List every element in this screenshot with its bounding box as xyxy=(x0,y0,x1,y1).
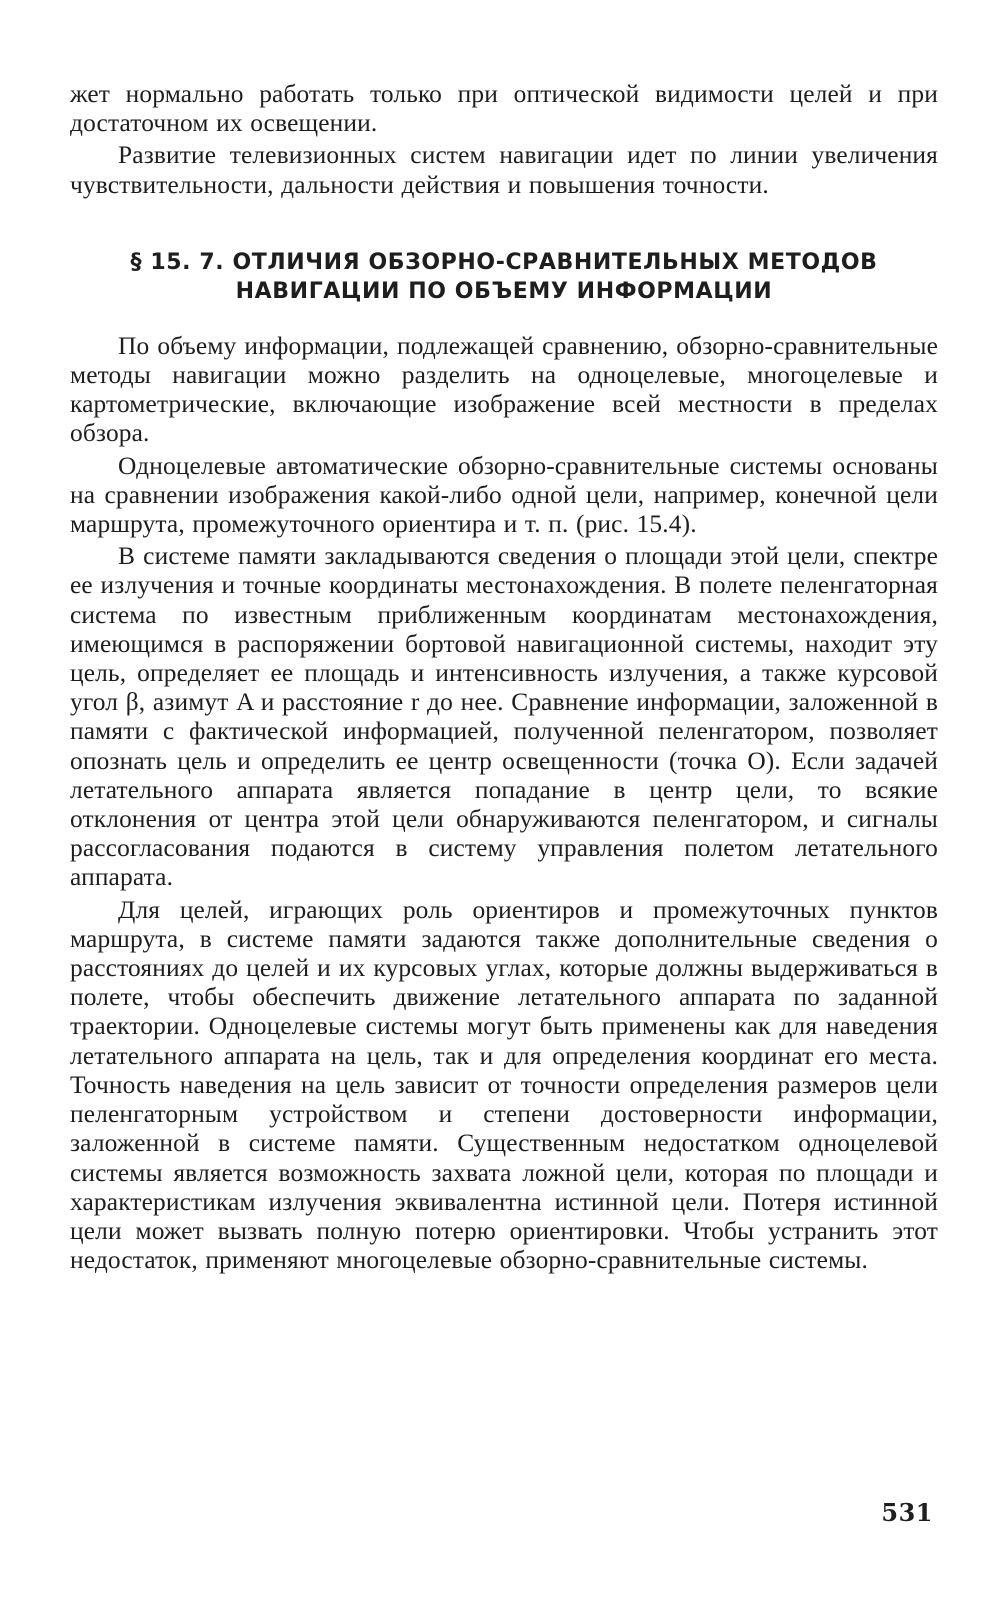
paragraph-landmarks: Для целей, играющих роль ориентиров и промежуточных пунктов маршрута, в системе памяти задаются также дополнительные сведения о расстояниях до целей и их курсовых углах, которые должны выдерживаться в полете, чтобы обеспечить движение летательного аппарата по заданной траектории. Одноцелевые системы могут быть применены как для наведения летательного аппарата на цель, так и для определения координат его места. Точность наведения на цель зависит от точности определения размеров цели пеленгаторным устройством и степени достоверности информации, заложенной в системе памяти. Существенным недостатком одноцелевой системы является возможность захвата ложной цели, которая по площади и характеристикам излучения эквивалентна истинной цели. Потеря истинной цели может вызвать полную потерю ориентировки. Чтобы устранить этот недостаток, применяют многоцелевые обзорно-сравнительные системы. xyxy=(70,895,938,1275)
paragraph-tv-navigation: Развитие телевизионных систем навигации идет по линии увеличения чувствительности, дальности действия и повышения точности. xyxy=(70,141,938,199)
book-page xyxy=(70,80,938,1275)
paragraph-info-volume: По объему информации, подлежащей сравнению, обзорно-сравнительные методы навигации можно разделить на одноцелевые, многоцелевые и картометрические, включающие изображение всей местности в пределах обзора. xyxy=(70,331,938,448)
page-number: 531 xyxy=(881,1498,933,1527)
paragraph-single-target: Одноцелевые автоматические обзорно-сравнительные системы основаны на сравнении изображения какой-либо одной цели, например, конечной цели маршрута, промежуточного ориентира и т. п. (рис. 15.4). xyxy=(70,451,938,539)
section-heading xyxy=(70,248,938,306)
section-heading-line-1: § 15. 7. ОТЛИЧИЯ ОБЗОРНО-СРАВНИТЕЛЬНЫХ МЕТОДОВ xyxy=(130,249,878,275)
paragraph-continuation: жет нормально работать только при оптической видимости целей и при достаточном их освещении. xyxy=(70,80,938,138)
paragraph-memory-system: В системе памяти закладываются сведения о площади этой цели, спектре ее излучения и точные координаты местонахождения. В полете пеленгаторная система по известным приближенным координатам местонахождения, имеющимся в распоряжении бортовой навигационной системы, находит эту цель, определяет ее площадь и интенсивность излучения, а также курсовой угол β, азимут A и расстояние r до нее. Сравнение информации, заложенной в памяти с фактической информацией, полученной пеленгатором, позволяет опознать цель и определить ее центр освещенности (точка O). Если задачей летательного аппарата является попадание в центр цели, то всякие отклонения от центра этой цели обнаруживаются пеленгатором, и сигналы рассогласования подаются в систему управления полетом летательного аппарата. xyxy=(70,542,938,892)
section-heading-line-2: НАВИГАЦИИ ПО ОБЪЕМУ ИНФОРМАЦИИ xyxy=(235,278,773,304)
